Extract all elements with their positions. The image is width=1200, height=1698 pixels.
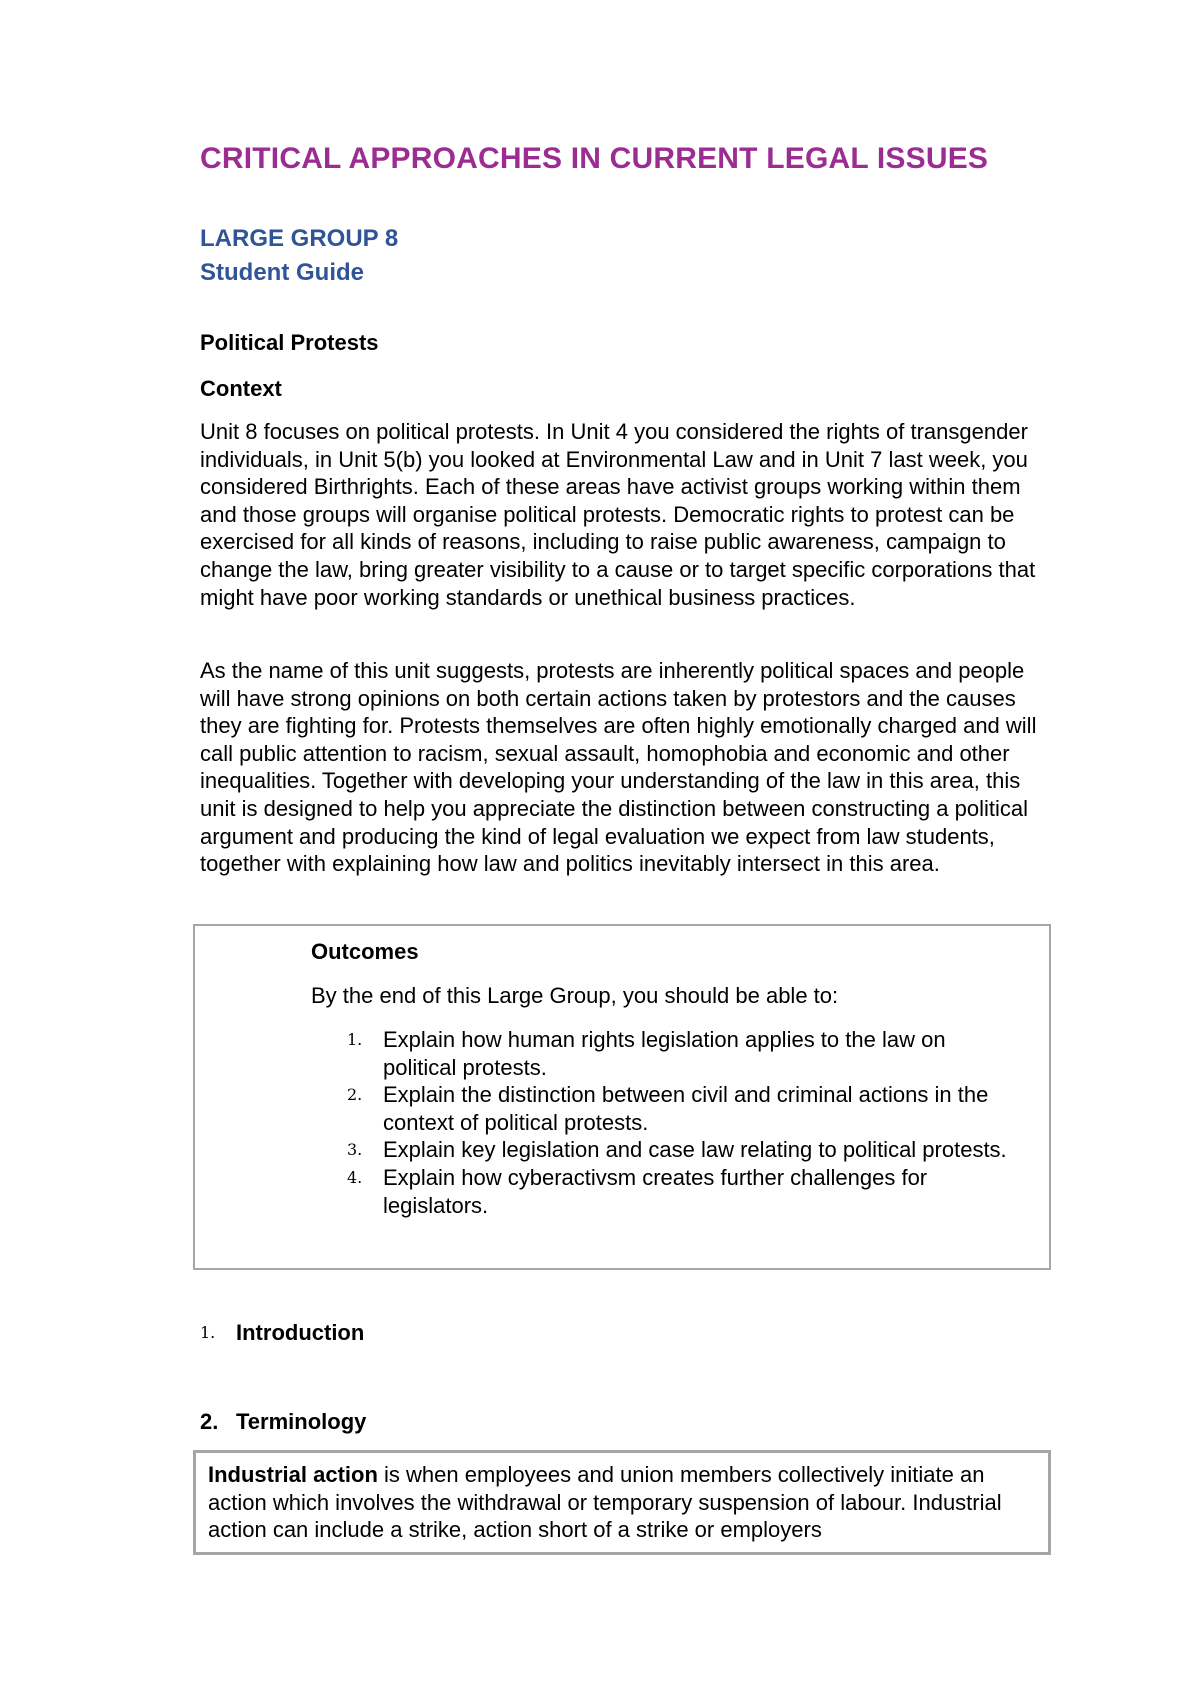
outcomes-intro: By the end of this Large Group, you should be able to: bbox=[311, 983, 839, 1008]
section-terminology bbox=[200, 1409, 367, 1435]
outcome-item bbox=[311, 1164, 1011, 1219]
term-definition: is when employees and union members collectively initiate an action which involves the withdrawal or temporary suspension of labour. Industrial action can include a strike, action short of a strike or employers bbox=[208, 1462, 1002, 1543]
outcome-number: 2. bbox=[347, 1085, 363, 1105]
outcome-text: Explain how cyberactivsm creates further challenges for legislators. bbox=[383, 1164, 928, 1218]
context-paragraph-1: Unit 8 focuses on political protests. In Unit 4 you considered the rights of transgender individuals, in Unit 5(b) you looked at Environmental Law and in Unit 7 last week, you considered Birthrights. Each of these areas have activist groups working within them and those groups will organise political protests. Democratic rights to protest can be exercised for all kinds of reasons, including to raise public awareness, campaign to change the law, bring greater visibility to a cause or to target specific corporations that might have poor working standards or unethical business practices. bbox=[200, 419, 1036, 610]
section-title: Terminology bbox=[236, 1409, 367, 1434]
outcomes-list bbox=[311, 1026, 1011, 1219]
document-title: CRITICAL APPROACHES IN CURRENT LEGAL ISSUES bbox=[200, 142, 989, 175]
outcome-text: Explain how human rights legislation applies to the law on political protests. bbox=[383, 1027, 946, 1080]
outcome-number: 1. bbox=[347, 1030, 363, 1049]
outcome-item bbox=[311, 1081, 1011, 1136]
section-number: 1. bbox=[200, 1323, 216, 1342]
student-guide-label: Student Guide bbox=[200, 259, 364, 286]
outcome-item bbox=[311, 1026, 1011, 1081]
section-introduction bbox=[200, 1320, 365, 1346]
section-number: 2. bbox=[200, 1409, 219, 1434]
outcomes-content bbox=[311, 938, 1011, 1219]
context-heading: Context bbox=[200, 376, 282, 401]
terminology-box bbox=[193, 1450, 1051, 1555]
outcomes-box bbox=[193, 924, 1051, 1270]
outcome-number: 3. bbox=[347, 1140, 363, 1160]
section-title: Introduction bbox=[236, 1320, 365, 1345]
outcomes-title: Outcomes bbox=[311, 939, 419, 964]
group-heading bbox=[200, 222, 398, 290]
outcome-text: Explain key legislation and case law relating to political protests. bbox=[383, 1137, 1007, 1163]
topic-heading: Political Protests bbox=[200, 330, 379, 355]
outcome-item bbox=[311, 1136, 1011, 1164]
outcome-number: 4. bbox=[347, 1167, 363, 1187]
outcome-text: Explain the distinction between civil and criminal actions in the context of political protests. bbox=[383, 1082, 989, 1135]
term-name: Industrial action bbox=[208, 1462, 378, 1487]
context-paragraph-2: As the name of this unit suggests, protests are inherently political spaces and people will have strong opinions on both certain actions taken by protestors and the causes they are fighting for. Protests themselves are often highly emotionally charged and will call public attention to racism, sexual assault, homophobia and economic and other inequalities. Together with developing your understanding of the law in this area, this unit is designed to help you appreciate the distinction between constructing a political argument and producing the kind of legal evaluation we expect from law students, together with explaining how law and politics inevitably intersect in this area. bbox=[200, 658, 1037, 877]
large-group-label: LARGE GROUP 8 bbox=[200, 225, 399, 252]
